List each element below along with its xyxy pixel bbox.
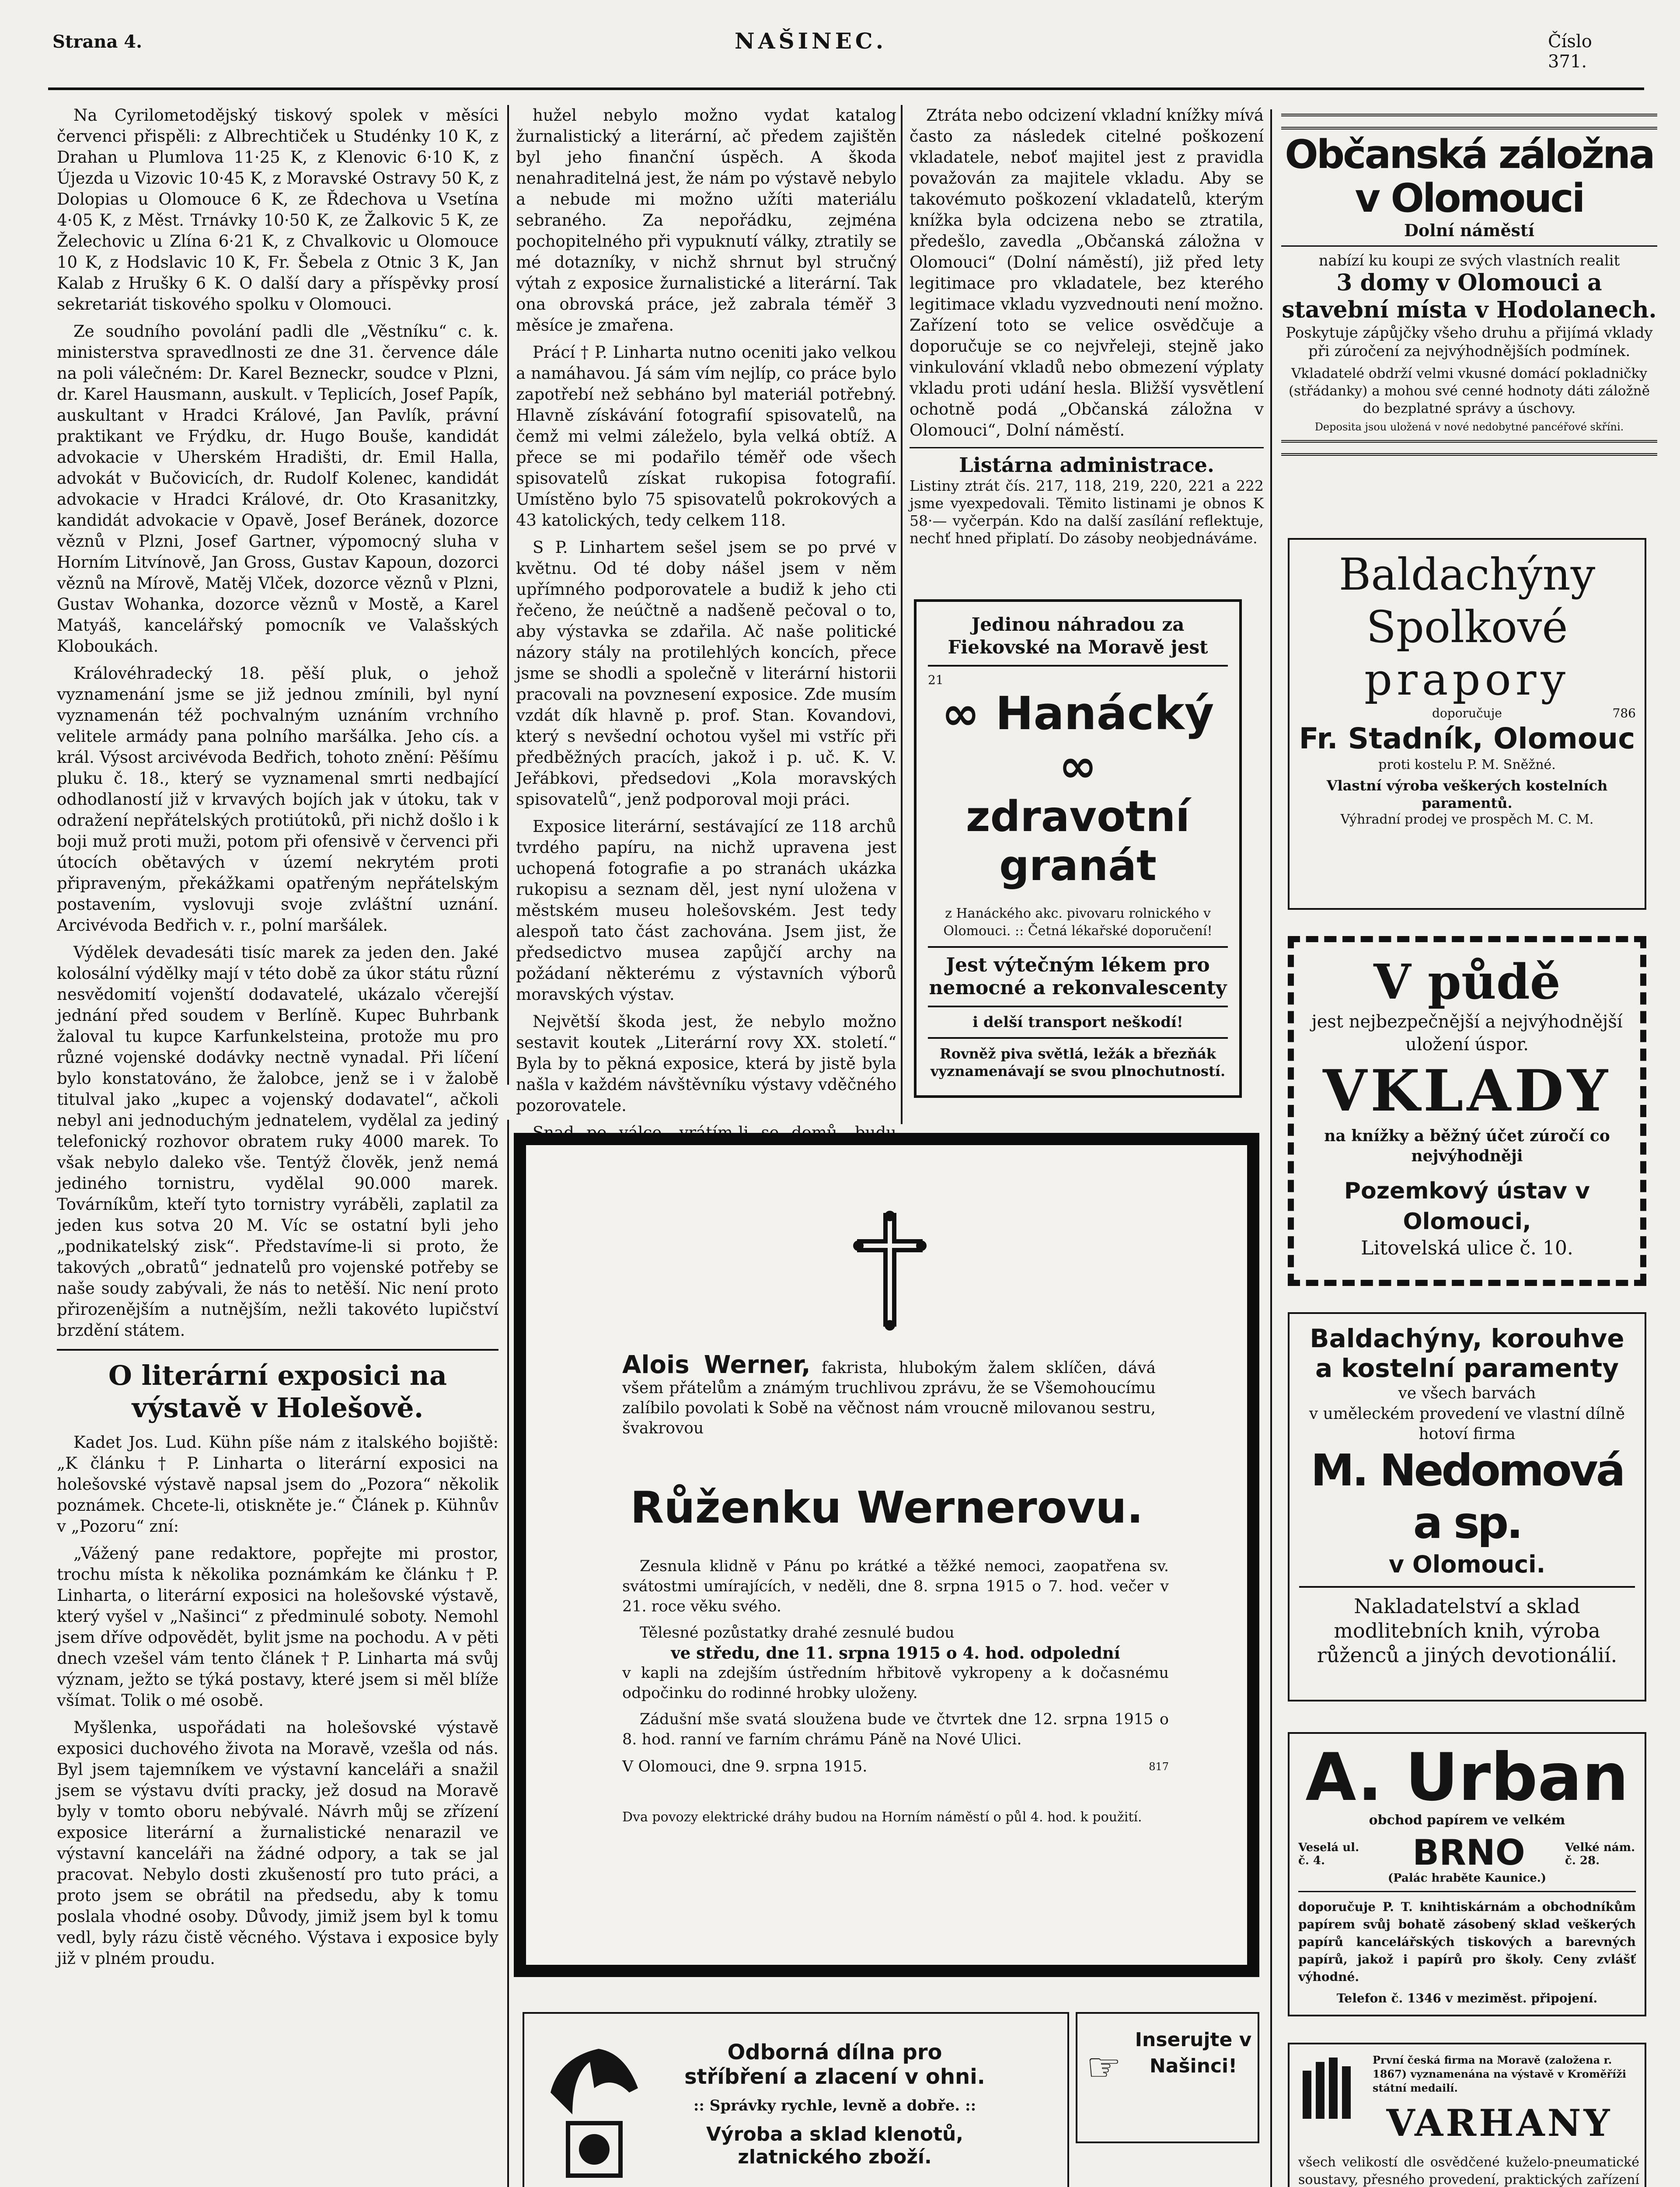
organ-icon — [1298, 2053, 1364, 2123]
column-rule — [1270, 109, 1272, 2187]
column-1 — [57, 105, 498, 2187]
ad-hanacky-granat — [914, 599, 1242, 1098]
cross-icon — [846, 1211, 934, 1333]
article-cont-3: S P. Linhartem sešel jsem se po prvé v květnu. Od té doby nášel jsem v něm upřímného podporovatele a budiž k jeho cti řečeno, že neúčtně a nadšeně pečoval o to, aby výstavka se zdařila. Ač naše politické názory stály na protilehlých koncích, přece jsme se shodli a společně v literární historii pracovali na povznesení exposice. Zde musím vzdát dík hlavně p. prof. Stan. Kovandovi, který s nevšední ochotou vyšel mi vstříc při předběžných pracích, jakož i p. uč. K. V. Jeřábkovi, předsedovi „Kola moravských spisovatelů“, jenž podporoval moji práci. — [516, 538, 896, 809]
listarna-rule — [910, 447, 1264, 448]
column-2 — [516, 105, 896, 1120]
granat-subtitle: zdravotní granát — [965, 792, 1190, 890]
article-soudni: Ze soudního povolání padli dle „Věstníku“ c. k. ministerstva spravedlnosti ze dne 31. července dále na poli válečném: Dr. Karel Bezneckr, soudce v Plzni, dr. Karel Hausmann, auskult. v Teplicích, Josef Papík, auskultant v Hradci Králové, Jan Pavlík, právní praktikant ve Frýdku, dr. Hugo Bouše, kandidát advokacie v Uherském Hradišti, dr. Emil Halla, advokát v Bučovicích, dr. Rudolf Kolenec, kandidát advokacie v Hradci Králové, dr. Oto Krasanitzky, kandidát advokacie v Opavě, Josef Beránek, dozorce věznů v Plzni, Josef Gartner, výpomocný sluha v Horním Litvínově, Jan Gross, Gustav Kapoun, dozorci věznů na Mírově, Matěj Vlček, dozorce věznů v Plzni, Gustav Wohanka, dozorce věznů v Mostě, a Karel Matyáš, kancelářský pomocník ve Valašských Kloboukách. — [57, 322, 498, 656]
nedomova-l4: Nakladatelství a sklad modlitebních knih, výroba růženců a jiných devotionálií. — [1317, 1594, 1617, 1667]
masthead-rule — [48, 87, 1644, 90]
nedomova-l1: Baldachýny, korouhve a kostelní paramenty — [1310, 1324, 1624, 1383]
stadnik-l2: Spolkové — [1366, 601, 1568, 653]
obituary-body — [622, 1556, 1169, 1827]
zalozna-line3: Poskytuje zápůjčky všeho druhu a přijímá vklady při zúročení za nejvýhodnějších podmínek. — [1286, 324, 1653, 360]
column-rule — [507, 1120, 509, 2187]
zalozna-line4: Vkladatelé obdrží velmi vkusné domácí pokladničky (střádanky) a mohou své cenné hodnoty dáti záložně do bezplatné správy a úschovy. — [1288, 366, 1650, 416]
column-3 — [910, 105, 1264, 560]
stadnik-own: Vlastní výroba veškerých kostelních paramentů. — [1326, 777, 1608, 811]
listarna-text: Listiny ztrát čís. 217, 118, 219, 220, 221 a 222 jsme vyexpedovali. Těmito listinami je obnos K 58·— vyčerpán. Kdo na další zasílání reflektuje, nechť hned připlatí. Do zásoby neobjednáváme. — [910, 477, 1264, 547]
urban-city-row — [1298, 1832, 1636, 1872]
headline-rule — [57, 1349, 498, 1351]
rubringer-workshop: Odborná dílna pro stříbření a zlacení v ohni. — [684, 2040, 985, 2089]
ornament-border — [1281, 440, 1657, 456]
obituary-deceased: Růženku Wernerovu. — [630, 1482, 1143, 1533]
rubringer-repairs: :: Správky rychle, levně a dobře. :: — [693, 2097, 976, 2114]
ad-varhany — [1288, 2043, 1646, 2187]
listarna-title: Listárna administrace. — [959, 453, 1214, 477]
rubringer-sklad: Výroba a sklad klenotů, zlatnického zboží. — [706, 2123, 964, 2168]
stadnik-num: 786 — [1612, 706, 1636, 720]
article-cont-2: Prácí † P. Linharta nutno oceniti jako velkou a namáhavou. Já sám vím nejlíp, co práce bylo zapotřebí než sebháno byl materiál potřebný. Hlavně získávání fotografií spisovatelů, na čemž mi velmi záleželo, byla velká obtíž. A přece se mi podařilo téměř ode všech spisovatelů získat rukopisa fotografií. Umístěno bylo 75 spisovatelů pokrokových a 43 katolických, tedy celkem 118. — [516, 343, 896, 530]
nedomova-city: v Olomouci. — [1388, 1551, 1546, 1578]
ad-inserujte — [1076, 2012, 1259, 2143]
obituary-p2: Tělesné pozůstatky drahé zesnulé budou — [640, 1624, 955, 1642]
stadnik-sale: Výhradní prodej ve prospěch M. C. M. — [1340, 812, 1594, 827]
obituary-place: V Olomouci, dne 9. srpna 1915. — [622, 1758, 868, 1775]
vklady-title: V půdě — [1373, 954, 1561, 1010]
stadnik-l3: prapory — [1364, 654, 1570, 705]
urban-phone: Telefon č. 1346 v meziměst. připojení. — [1336, 1991, 1598, 2005]
vklady-desc: na knížky a běžný účet zúročí co nejvýhodněji — [1324, 1127, 1610, 1165]
obituary-p3: ve středu, dne 11. srpna 1915 o 4. hod. odpolední — [671, 1643, 1120, 1663]
urban-name: A. Urban — [1305, 1740, 1629, 1816]
nedomova-l2: ve všech barvách — [1398, 1384, 1536, 1402]
vklady-sub: jest nejbezpečnější a nejvýhodnější uložení úspor. — [1311, 1012, 1623, 1055]
urban-palace: (Palác hraběte Kaunice.) — [1387, 1872, 1547, 1885]
paper-name: NAŠINEC. — [735, 28, 887, 54]
ad-rubringer — [523, 2012, 1069, 2187]
urban-sub: obchod papírem ve velkém — [1369, 1813, 1565, 1828]
article-exposice-letter: „Vážený pane redaktore, popřejte mi prostor, trochu místa k několika poznámkám ke článku † P. Linharta, o literární exposici na holešovské výstavě, který vyšel v „Našinci“ z předminulé soboty. Nemohl jsem dříve odpovědět, bylit jsme na pochodu. A v pěti dnech vzešel vám tento článek † P. Linharta má svůj význam, ježto se týká postavy, které jsem si měl blíže všímat. Tolik o mé osobě. — [57, 1544, 498, 1710]
article-headline: O literární exposici na výstavě v Holešově. — [108, 1359, 447, 1424]
ad-stadnik — [1288, 538, 1646, 910]
article-cont-1: hužel nebylo možno vydat katalog žurnalistický a literární, ač předem zajištěn byl jeho finanční úspěch. A škoda nenahraditelná jest, že nám po výstavě nebylo a nebude mi možno užíti materiálu sebraného. Za nepořádku, zejména pochopitelného při vypuknutí války, ztratily se mé dotazníky, v nichž shrnut byl stručný výtah z exposice žurnalistické a literární. Tak ona obrovská práce, jež zabrala téměř 3 měsíce je zmařena. — [516, 106, 896, 335]
vklady-bank: Pozemkový ústav v Olomouci, — [1344, 1178, 1590, 1235]
granat-top: Jedinou náhradou za Fiekovské na Moravě jest — [948, 614, 1208, 658]
pointing-hand-icon: ☞ — [1086, 2044, 1122, 2090]
granat-transport: i delší transport neškodí! — [972, 1013, 1183, 1031]
zalozna-line1: nabízí ku koupi ze svých vlastních realit — [1318, 252, 1620, 269]
page-label: Strana 4. — [52, 31, 143, 52]
granat-maker: z Hanáckého akc. pivovaru rolnického v Olomouci. :: Četná lékařské doporučení! — [943, 906, 1213, 939]
urban-body: doporučuje P. T. knihtiskárnám a obchodníkům papírem svůj bohatě zásobený sklad veškerých papírů kancelářských tiskových a barevných papírů, jakož i papírů pro školy. Ceny zvlášť výhodné. — [1298, 1900, 1636, 1984]
granat-rule — [928, 665, 1228, 667]
masthead — [52, 26, 1635, 72]
zalozna-sub: Dolní náměstí — [1404, 220, 1535, 240]
vklady-addr: Litovelská ulice č. 10. — [1361, 1237, 1573, 1259]
granat-rule — [928, 1037, 1228, 1039]
granat-title: ∞ Hanácký ∞ — [941, 687, 1214, 793]
vklady-big: VKLADY — [1323, 1057, 1611, 1124]
zalozna-rule — [1281, 245, 1657, 247]
varhany-title: VARHANY — [1386, 2101, 1613, 2145]
obituary-sender: Alois Werner, — [622, 1351, 811, 1379]
varhany-top: První česká firma na Moravě (založena r. 1867) vyznamenána na výstavě v Kroměříži státní medailí. — [1373, 2054, 1626, 2094]
nedomova-rule — [1299, 1586, 1635, 1588]
obituary-intro — [622, 1351, 1156, 1439]
zalozna-title: Občanská záložna v Olomouci — [1285, 132, 1654, 221]
obituary-place-row — [622, 1757, 1169, 1777]
stadnik-l1: Baldachýny — [1338, 549, 1596, 600]
varhany-body: všech velikostí dle osvědčené kuželo-pneumatické soustavy, přesného provedení, praktických zařízení — [1298, 2155, 1639, 2187]
granat-rule — [928, 946, 1228, 948]
urban-right: Velké nám. č. 28. — [1565, 1841, 1635, 1867]
obituary-intro-text: fakrista, hlubokým žalem sklíčen, dává všem přátelům a známým truchlivou zprávu, že se Všemohoucímu zalíbilo povolati k Sobě na věčnost nám vroucně milovanou sestru, švakrovou — [622, 1359, 1156, 1437]
obituary-foot: Dva povozy elektrické dráhy budou na Horním náměstí o půl 4. hod. k použití. — [622, 1810, 1142, 1825]
urban-city: BRNO — [1412, 1832, 1525, 1873]
granat-ornament-icon: ∞ — [1059, 739, 1097, 793]
article-vydelek: Výdělek devadesáti tisíc marek za jeden den. Jaké kolosální výdělky mají v této době za úkor státu různí nesvědomití vojenští dodavatelé, ukázalo včerejší jednání před soudem v Berlíně. Kupec Buhrbank žaloval tu kupce Karfunkelsteina, protože mu pro různé vojenské dodávky nectně vynadal. Při líčení bylo konstatováno, že žalobce, jenž se i v žalobě titulval jako „kupec a vojenský dodavatel“, ačkoli nebyl ani jednoduchým jednatelem, vydělal za jediný telefonický rozhovor obratem ruky 4000 marek. To však nebylo daleko vše. Tentýž člověk, jenž nemá jediného tornistru, vydělal 90.000 marek. Továrníkům, kteří tyto tornistry vyráběli, zaplatil za jeden kus sotva 20 M. Víc se ostatní byli jeho „podnikatelský zisk“. Představíme-li si proto, že takových „obratů“ jednatelů pro vojenské potřeby se naše soudy zabývali, že nás to netěší. Nic není proto přirozenějším a nutnějším, nežli takovéto lupičství brzdění státem. — [57, 943, 498, 1340]
article-exposice-body: Myšlenka, uspořádati na holešovské výstavě exposici duchového života na Moravě, vzešla od nás. Byl jsem tajemníkem ve výstavní kanceláři a snažil jsem se výstavu dvíti pracky, jež dosud na Moravě byly v tomto oboru nebývalé. Návrh můj se zřízení exposice literární a žurnalistické nenarazil ve výstavní kanceláři na žádné odpory, a tak se jal pracovat. Nebylo dosti zkušeností pro tuto práci, a proto jsem se obrátil na předsedu, aby k tomu poslala vhodné osoby. Důvody, jimiž jsem byl k tomu vedl, byly rázu čistě věcného. Výstava i exposice byly již v plném proudu. — [57, 1718, 498, 1968]
article-cont-5: Největší škoda jest, že nebylo možno sestavit koutek „Literární rovy XX. století.“ Byla by to pěkná exposice, která by jistě byla našla v každém návštěvníku výstavy vděčného pozorovatele. — [516, 1012, 896, 1115]
column-rule — [507, 105, 509, 1085]
obituary-num: 817 — [1149, 1761, 1169, 1773]
ad-zalozna — [1281, 114, 1657, 499]
zalozna-line2: 3 domy v Olomouci a stavební místa v Hodolanech. — [1282, 269, 1657, 323]
ad-nedomova — [1288, 1312, 1646, 1701]
stadnik-doporucuje: doporučuje 786 — [1432, 706, 1636, 720]
granat-bottom: Rovněž piva světlá, ležák a březňák vyznamenávají se svou plnochutností. — [930, 1045, 1226, 1080]
column-rule — [901, 105, 903, 1124]
granat-ornament-icon: ∞ — [941, 687, 980, 740]
obituary-notice — [514, 1133, 1259, 1977]
granat-lek: Jest výtečným lékem pro nemocné a rekonvalescenty — [929, 954, 1227, 999]
obituary-p5: Zádušní mše svatá sloužena bude ve čtvrtek dne 12. srpna 1915 o 8. hod. ranní ve farním chrámu Páně na Nové Ulici. — [622, 1711, 1169, 1748]
article-cont-4: Exposice literární, sestávající ze 118 archů tvrdého papíru, na nichž upravena jest uchopená fotografie a po stranách ukázka rukopisu a seznam děl, jest nyní uložena v městském museu holešovském. Jest tedy alespoň tato část zachována. Jsem jist, že předsedictvo musea zapůjčí archy na požádaní některému z výstavních výborů moravských výstav. — [516, 817, 896, 1004]
nedomova-name: M. Nedomová a sp. — [1311, 1445, 1624, 1548]
ornament-border — [1281, 114, 1657, 129]
zalozna-line5: Depositа jsou uložená v nové nedobytné pancéřové skříni. — [1314, 421, 1624, 433]
nedomova-l3: v uměleckém provedení ve vlastní dílně hotoví firma — [1309, 1405, 1625, 1443]
urban-left: Veselá ul. č. 4. — [1298, 1841, 1359, 1867]
stadnik-name: Fr. Stadník, Olomouc — [1299, 722, 1635, 755]
ad-urban — [1288, 1732, 1646, 2016]
issue-label: Číslo 371. — [1548, 31, 1592, 72]
inserujte-text: Inserujte v Našinci! — [1135, 2029, 1252, 2077]
granat-rule — [928, 1006, 1228, 1007]
stadnik-addr: proti kostelu P. M. Sněžné. — [1378, 757, 1556, 772]
obituary-p4: v kapli na zdejším ústředním hřbitově vykropeny a k dočasnému odpočinku do rodinné hrobky uloženy. — [622, 1664, 1169, 1702]
granat-num: 21 — [928, 673, 944, 687]
article-pluk: Královéhradecký 18. pěší pluk, o jehož vyznamenání jsme se již jednou zmínili, byl nyní vyznamenán též pochvalným uznáním vrchního velitele armády pana polního maršálka. Jeho cís. a král. Výsost arcivévoda Bedřich, tohoto znění: Pěšímu pluku č. 18., který se vyznamenal smrti nedbající odhodlaností již v krvavých bojích jak v útoku, tak v odražení nepřátelských protiútoků, při nichž došlo i k boji muž proti muži, potom při ofensivě v červenci při útocích obětavých v území nekrytém proti připraveným, překážkami opatřeným nepřátelským postavením, vyslovuji svoje zvláštní uznání. Arcivévoda Bedřich v. r., polní maršálek. — [57, 664, 498, 935]
ad-pozemkovy-ustav — [1288, 936, 1646, 1286]
notice-lost-book: Ztráta nebo odcizení vkladní knížky mívá často za následek citelné poškození vkladatele, neboť majitel jest z pravidla považován za majitele vkladu. Aby se takovémuto poškození vkladatelů, kterým knížka byla odcizena nebo se ztratila, předešlo, zavedla „Občanská záložna v Olomouci“ (Dolní náměstí), již před lety legitimace pro vkladatele, bez kterého legitimace vkladu vyzvednouti není možno. Zařízení toto se velice osvědčuje a doporučuje se co nejvřeleji, stejně jako vinkulování vkladů nebo obmezení výplaty vkladu proti udání hesla. Bližší vysvětlení ochotně podá „Občanská záložna v Olomouci“, Dolní náměstí. — [910, 106, 1264, 440]
obituary-p1: Zesnula klidně v Pánu po krátké a těžké nemoci, zaopatřena sv. svátostmi umírajících, v neděli, dne 8. srpna 1915 o 7. hod. večer v 21. roce věku svého. — [622, 1558, 1169, 1615]
article-spolek: Na Cyrilometodějský tiskový spolek v měsíci červenci přispěli: z Albrechtiček u Studénky 10 K, z Drahan u Plumlova 11·25 K, z Klenovic 6·10 K, z Újezda u Vizovic 10·45 K, z Moravské Ostravy 50 K, z Dolopias u Olomouce 6 K, ze Řdechova u Vsetína 4·05 K, z Měst. Trnávky 10·50 K, ze Žalkovic 5 K, ze Želechovic u Zlína 6·21 K, z Chvalkovic u Olomouce 10 K, z Hodslavic 10 K, Fr. Šebela z Otnic 3 K, Jan Kalab z Hrušky 6 K. O další dary a příspěvky prosí sekretariát tiskového spolku v Olomouci. — [57, 106, 498, 314]
jewellery-illustration-icon — [533, 2023, 651, 2187]
urban-rule — [1298, 1891, 1636, 1892]
article-exposice-intro: Kadet Jos. Lud. Kühn píše nám z italského bojiště: „K článku † P. Linharta o literární exposici na holešovské výstavě napsal jsem do „Pozora“ několik poznámek. Chcete-li, otiskněte je.“ Článek p. Kühnův v „Pozoru“ zní: — [57, 1433, 498, 1536]
